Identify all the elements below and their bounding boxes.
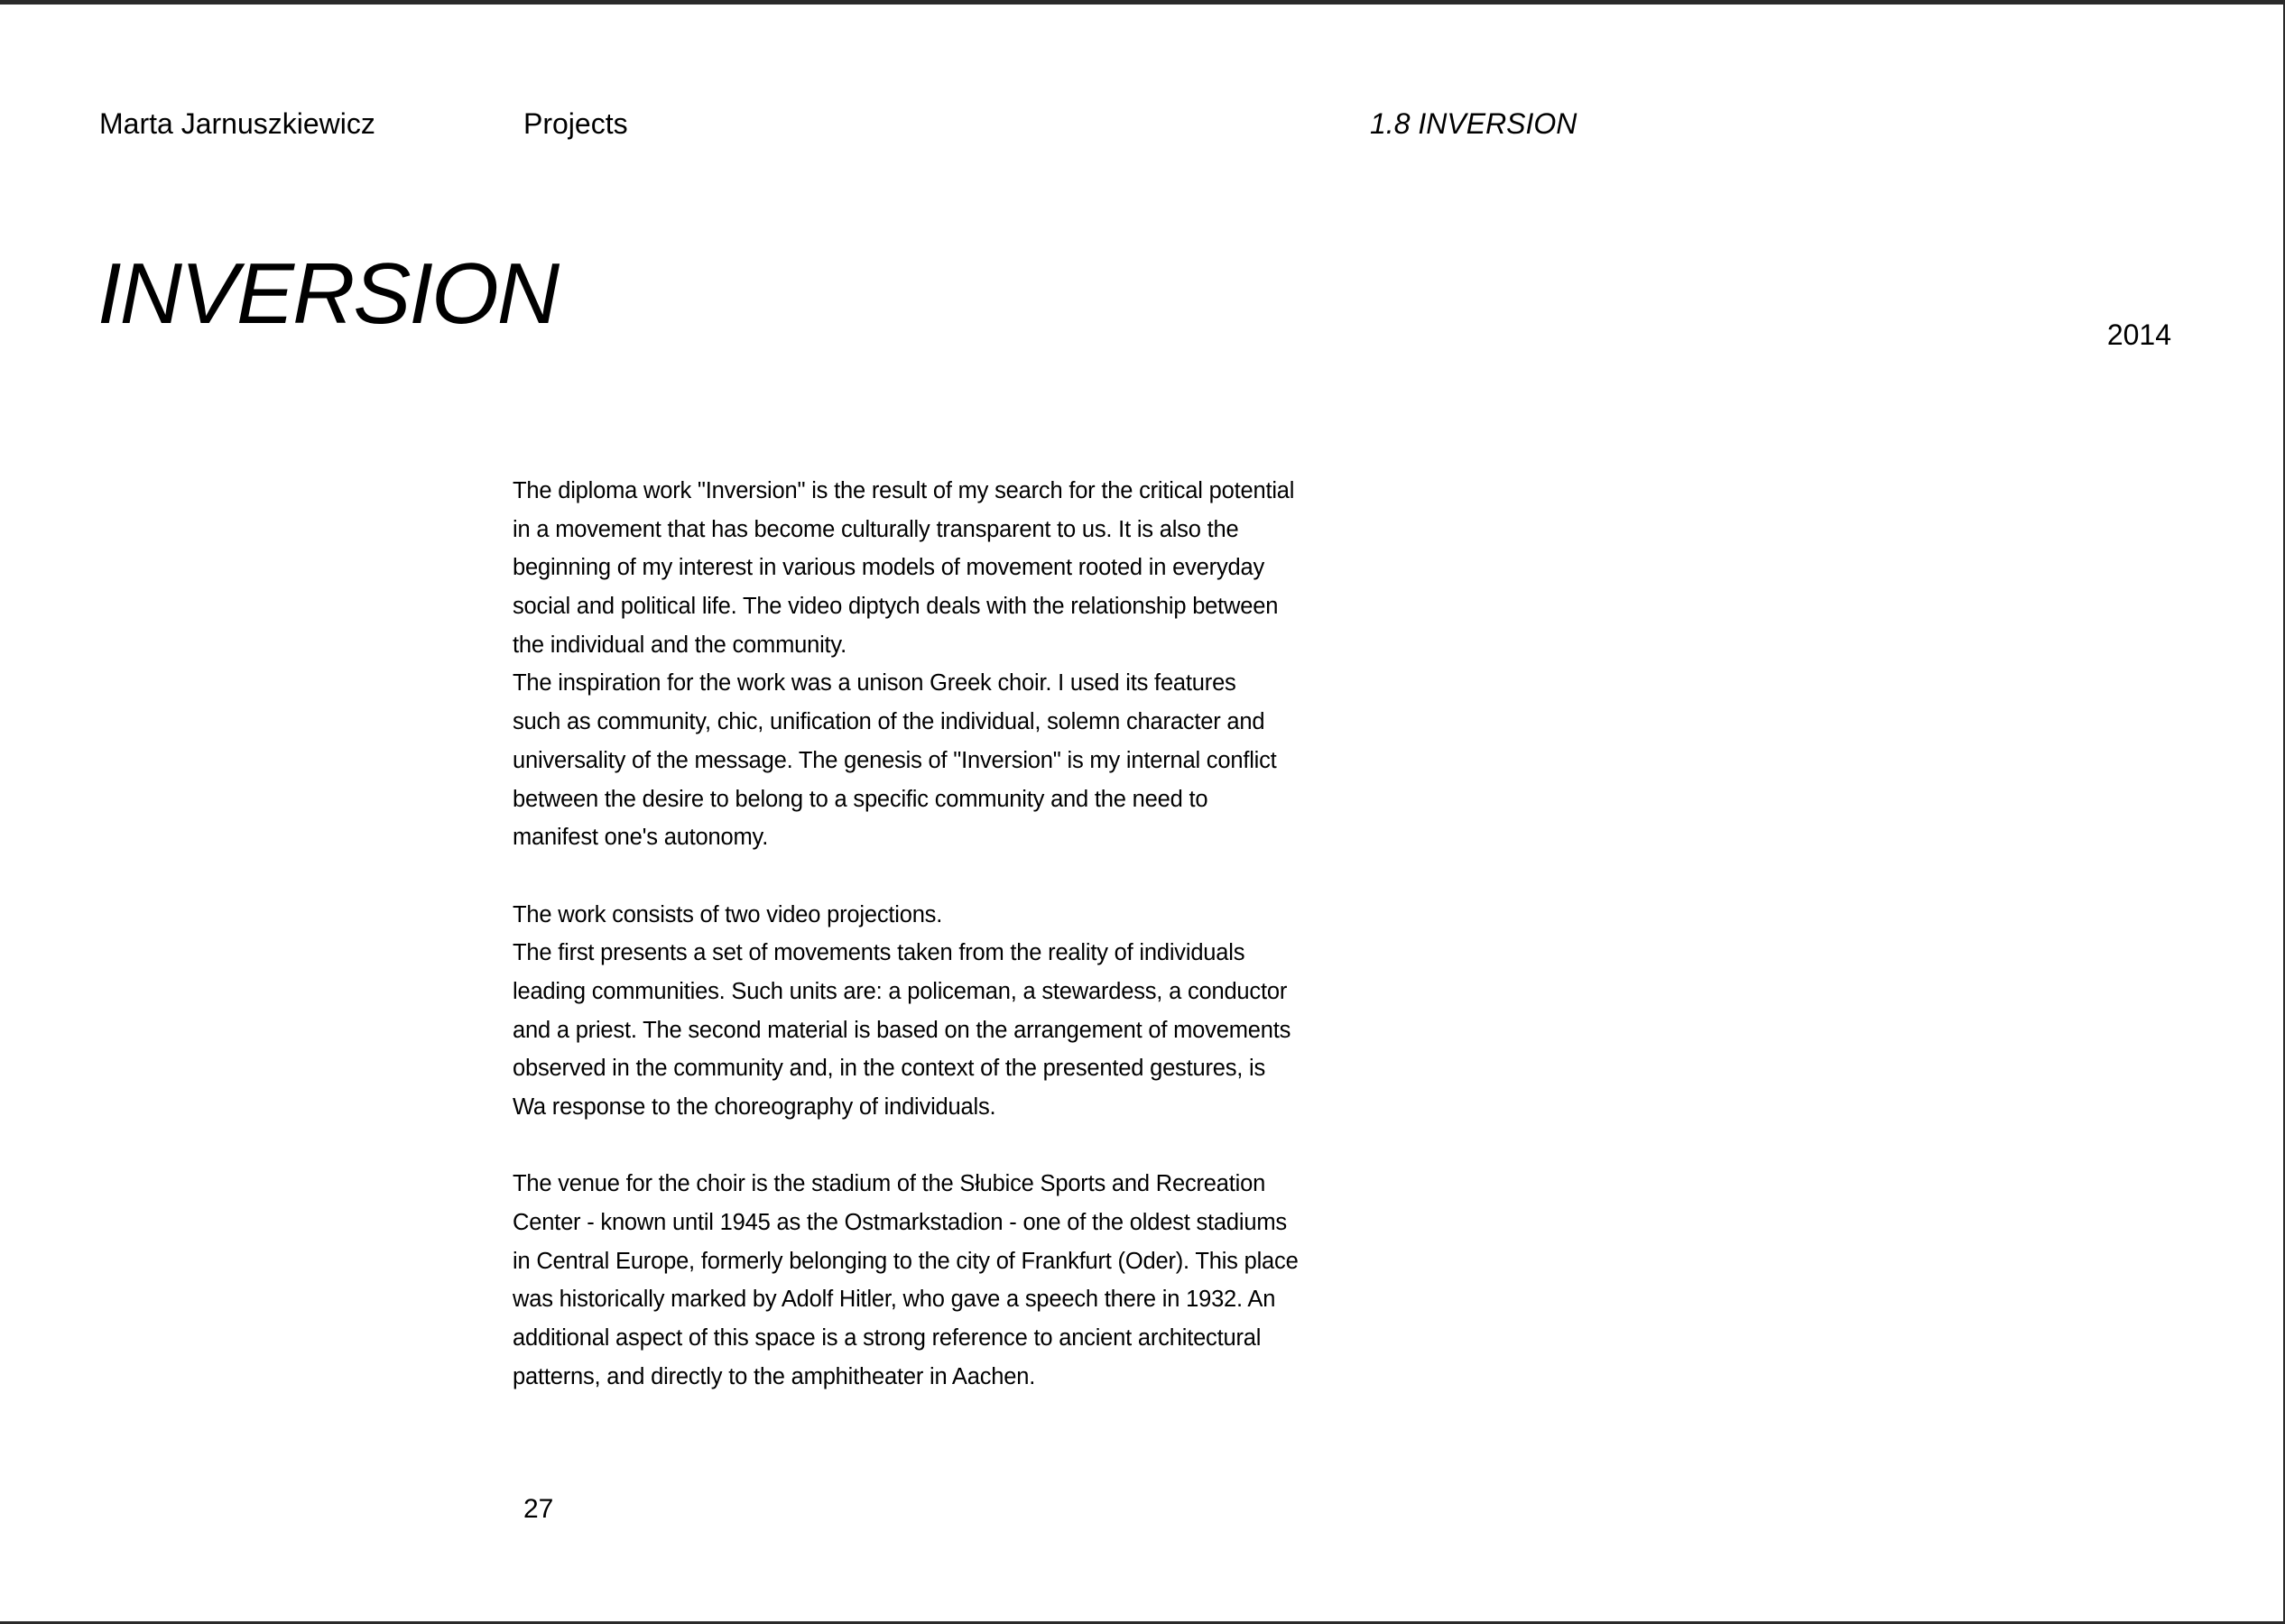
text-line: patterns, and directly to the amphitheater in Aachen. [513,1363,1036,1389]
section-label: 1.8 INVERSION [1370,107,1577,140]
paragraph-gap [513,1127,1325,1166]
text-line: in a movement that has become culturally transparent to us. It is also the [513,516,1239,542]
text-line: The venue for the choir is the stadium of the Słubice Sports and Recreation [513,1171,1266,1197]
text-line: additional aspect of this space is a strong reference to ancient architectural [513,1325,1262,1352]
text-line: The inspiration for the work was a unison Greek choir. I used its features [513,670,1236,697]
author-name[interactable]: Marta Jarnuszkiewicz [99,107,375,140]
text-line: in Central Europe, formerly belonging to the city of Frankfurt (Oder). This place [513,1248,1299,1274]
text-line: social and political life. The video diptych deals with the relationship between [513,594,1279,620]
paragraph-gap [513,857,1325,896]
text-line: between the desire to belong to a specific community and the need to [513,786,1208,812]
text-line: Center - known until 1945 as the Ostmarkstadion - one of the oldest stadiums [513,1210,1287,1236]
page-title: INVERSION [97,245,559,342]
paragraph-1 [513,472,1325,857]
text-line: and a priest. The second material is based on the arrangement of movements [513,1017,1291,1043]
text-line: Wa response to the choreography of individuals. [513,1094,996,1120]
document-page [0,5,2283,1621]
text-line: leading communities. Such units are: a policeman, a stewardess, a conductor [513,978,1288,1004]
text-line: was historically marked by Adolf Hitler, who gave a speech there in 1932. An [513,1287,1276,1313]
text-line: The diploma work "Inversion" is the result of my search for the critical potential [513,478,1295,503]
text-line: observed in the community and, in the context of the presented gestures, is [513,1056,1266,1082]
project-description [513,472,1325,1397]
text-line: universality of the message. The genesis of "Inversion" is my internal conflict [513,747,1277,773]
paragraph-2 [513,896,1325,1127]
text-line: such as community, chic, unification of the individual, solemn character and [513,709,1265,735]
text-line: beginning of my interest in various models of movement rooted in everyday [513,555,1265,581]
paragraph-3 [513,1165,1325,1396]
text-line: manifest one's autonomy. [513,825,769,851]
project-year: 2014 [2106,318,2171,351]
text-line: The work consists of two video projections. [513,901,943,927]
projects-link[interactable]: Projects [523,107,628,140]
text-line: the individual and the community. [513,632,846,658]
text-line: The first presents a set of movements taken from the reality of individuals [513,940,1245,966]
page-number: 27 [523,1494,554,1524]
